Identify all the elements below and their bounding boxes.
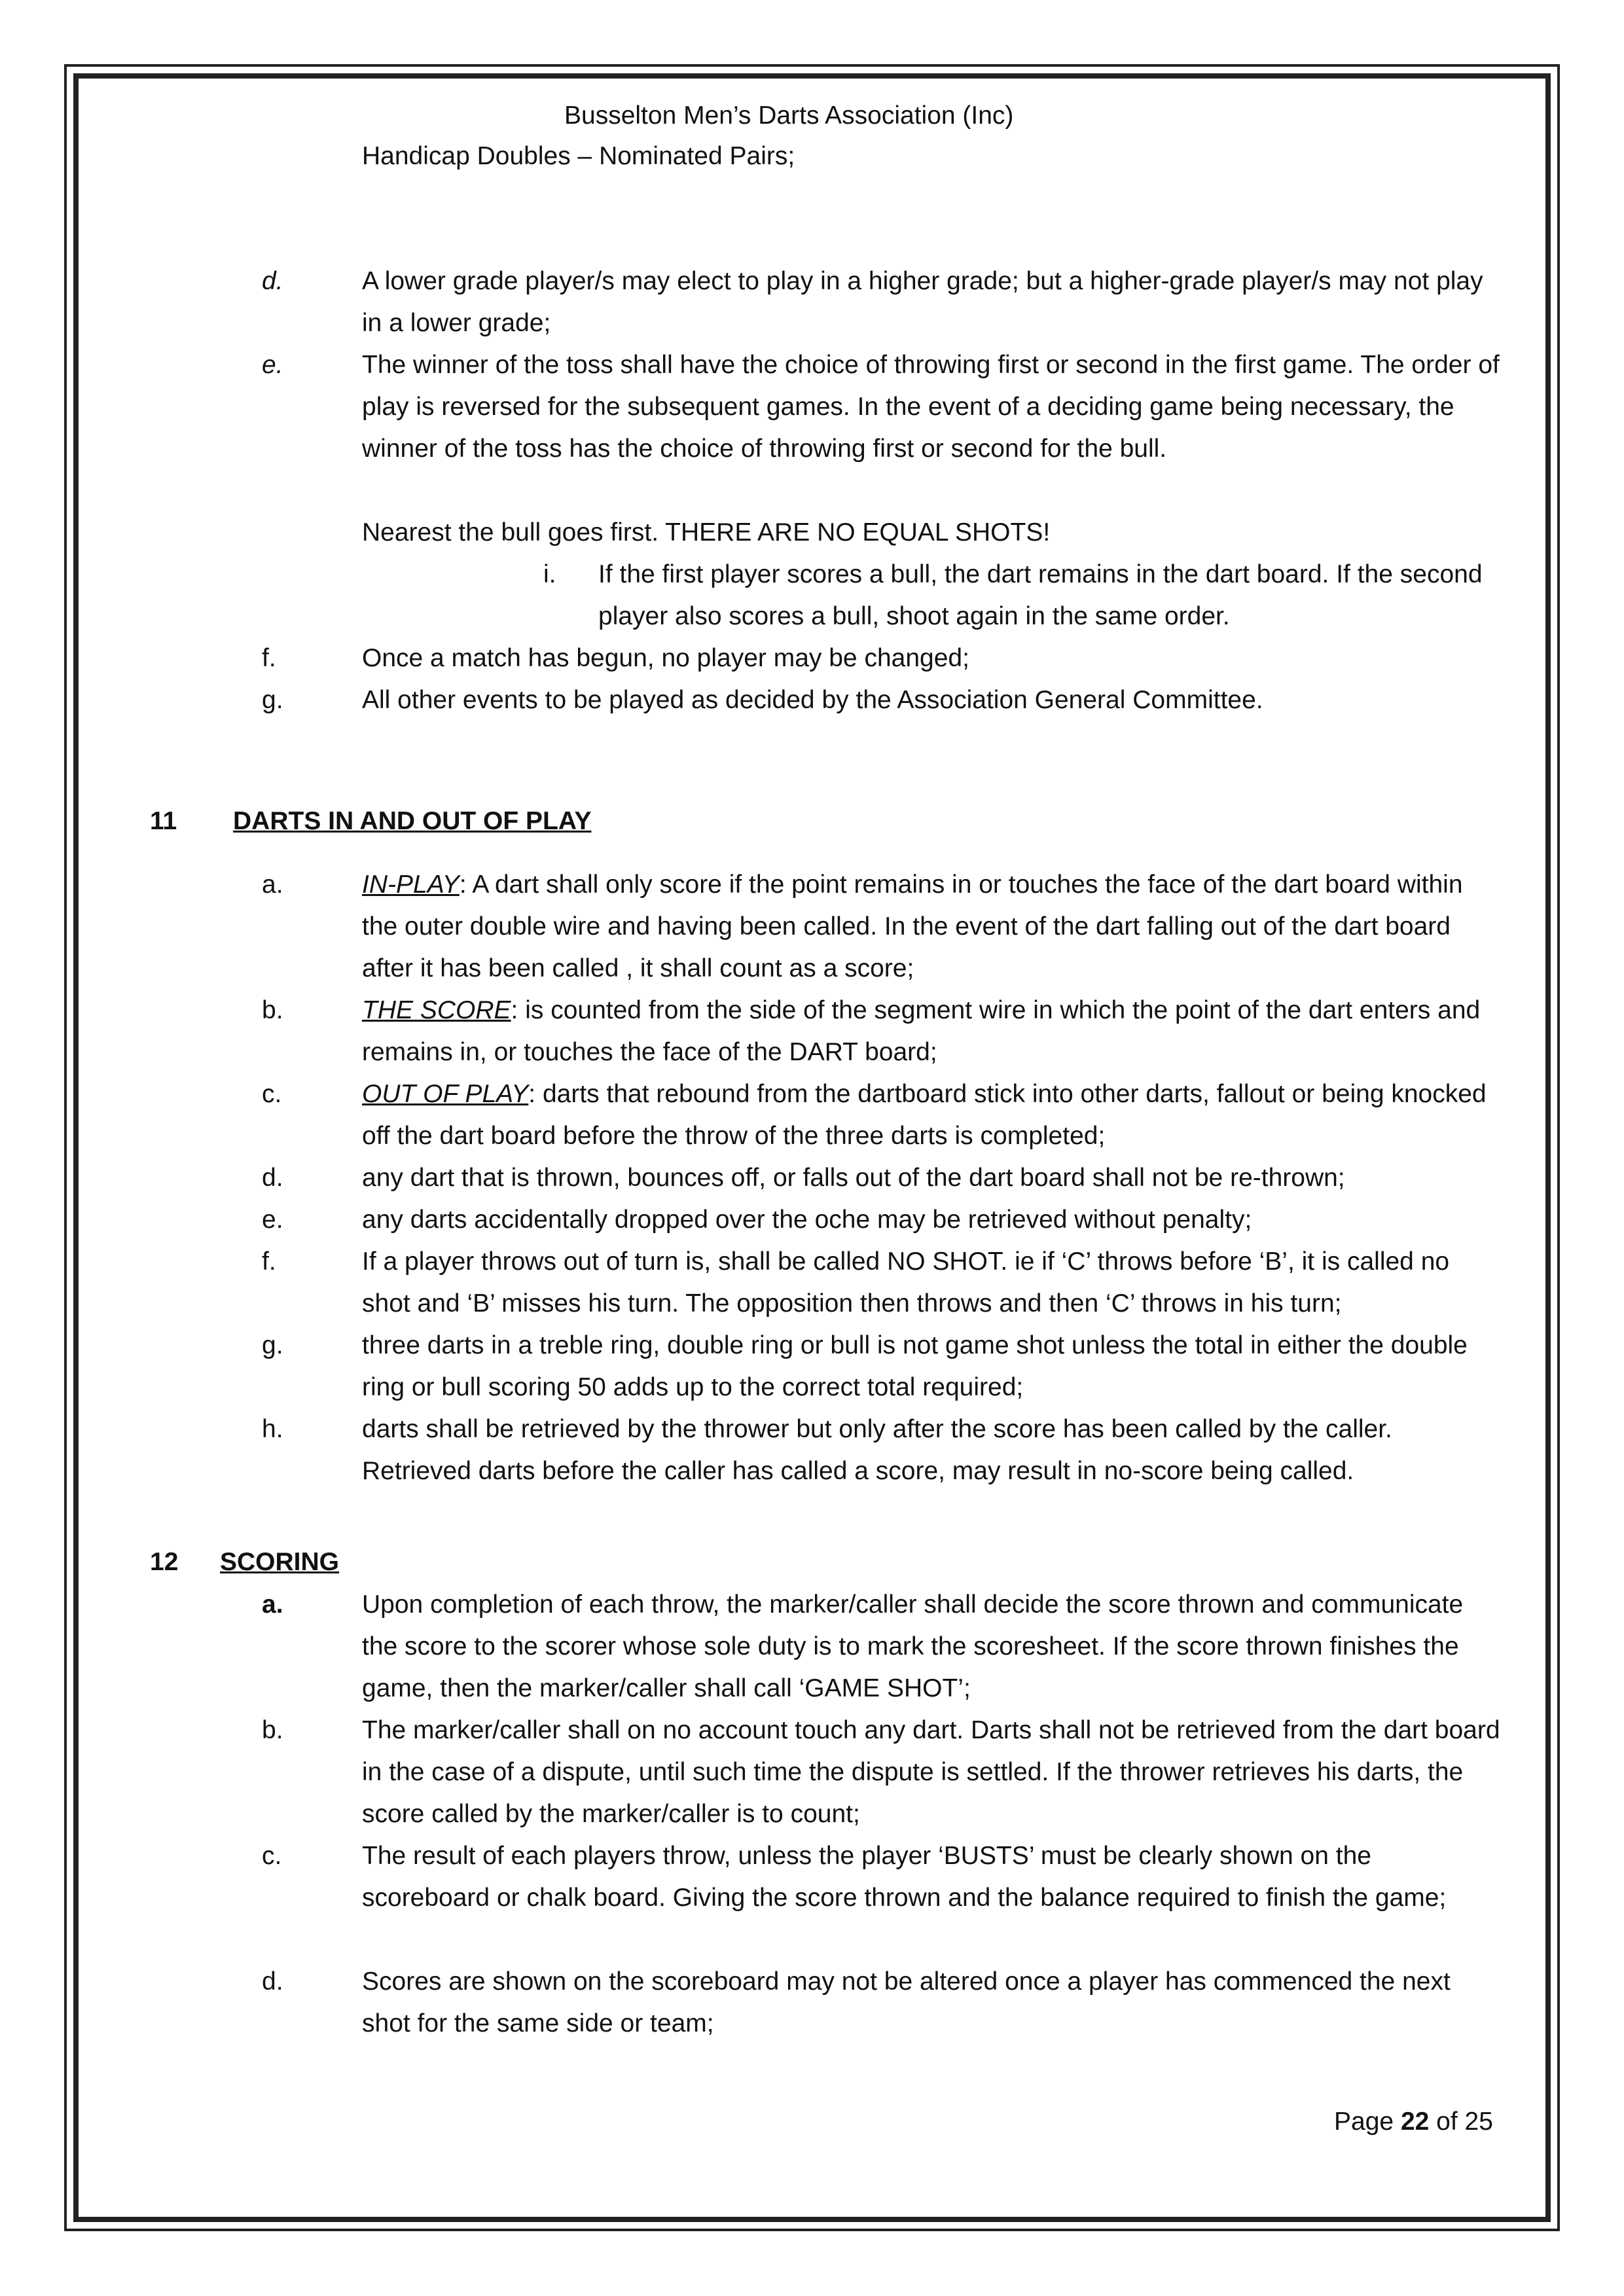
list-marker: f. [262,1247,276,1276]
section-number: 11 [150,807,177,835]
header-subtitle: Handicap Doubles – Nominated Pairs; [362,142,795,170]
list-marker: h. [262,1415,283,1443]
list-marker: e. [262,351,283,379]
list-text: three darts in a treble ring, double ring or bull is not game shot unless the total in either the double ring or bull scoring 50 adds up to the correct total required; [362,1331,1468,1401]
term-label: IN-PLAY [362,870,460,899]
list-text: The winner of the toss shall have the choice of throwing first or second in the first game. The order of play is reversed for the subsequent games. In the event of a deciding game being necessary, the winner of the toss has the choice of throwing first or second for the bull. [362,351,1500,463]
page-of: of [1436,2108,1458,2136]
list-text: any darts accidentally dropped over the oche may be retrieved without penalty; [362,1206,1252,1234]
section-title: SCORING [220,1548,340,1576]
list-marker: b. [262,996,283,1024]
list-text [362,990,1501,1073]
term-description: : darts that rebound from the dartboard stick into other darts, fallout or being knocked off the dart board before the throw of the three darts is completed; [362,1080,1487,1150]
header-title: Busselton Men’s Darts Association (Inc) [564,101,1014,130]
list-text [362,1073,1501,1157]
page-number [1334,2101,1493,2143]
sublist-text: If the first player scores a bull, the dart remains in the dart board. If the second player also scores a bull, shoot again in the same order. [598,560,1483,630]
list-marker: d. [262,267,283,295]
term-label: THE SCORE [362,996,511,1024]
term-label: OUT OF PLAY [362,1080,529,1108]
list-marker: f. [262,644,276,672]
list-marker: a. [262,870,283,899]
list-marker: e. [262,1206,283,1234]
term-description: : A dart shall only score if the point remains in or touches the face of the dart board within the outer double wire and having been called. In the event of the dart falling out of the dart board after it has been called , it shall count as a score; [362,870,1463,982]
list-marker: d. [262,1967,283,1996]
list-marker: c. [262,1842,282,1870]
list-text: Once a match has begun, no player may be changed; [362,644,969,672]
list-text: Scores are shown on the scoreboard may not be altered once a player has commenced the next shot for the same side or team; [362,1967,1451,2037]
list-marker: g. [262,1331,283,1359]
term-description: : is counted from the side of the segment wire in which the point of the dart enters and remains in, or touches the face of the DART board; [362,996,1481,1066]
section-title: DARTS IN AND OUT OF PLAY [233,807,592,835]
list-text: A lower grade player/s may elect to play in a higher grade; but a higher-grade player/s may not play in a lower grade; [362,267,1483,337]
sublist-marker: i. [543,560,556,588]
page-current: 22 [1400,2108,1430,2136]
list-text: any dart that is thrown, bounces off, or falls out of the dart board shall not be re-thrown; [362,1164,1345,1192]
list-marker: a. [262,1590,283,1619]
list-marker: b. [262,1716,283,1744]
list-text: darts shall be retrieved by the thrower but only after the score has been called by the caller. Retrieved darts before the caller has called a score, may result in no-score being called. [362,1415,1392,1485]
list-marker: g. [262,686,283,714]
list-text: If a player throws out of turn is, shall be called NO SHOT. ie if ‘C’ throws before ‘B’, it is called no shot and ‘B’ misses his turn. The opposition then throws and then ‘C’ throws in his turn; [362,1247,1450,1318]
list-marker: c. [262,1080,282,1108]
list-text: Upon completion of each throw, the marker/caller shall decide the score thrown and communicate the score to the scorer whose sole duty is to mark the scoresheet. If the score thrown finishes the game, then the marker/caller shall call ‘GAME SHOT’; [362,1590,1464,1702]
page-prefix: Page [1334,2108,1394,2136]
list-text [362,864,1501,990]
page-total: 25 [1464,2108,1493,2136]
list-text: All other events to be played as decided by the Association General Committee. [362,686,1263,714]
section-number: 12 [150,1548,179,1576]
list-text: Nearest the bull goes first. THERE ARE NO EQUAL SHOTS! [362,518,1051,547]
list-marker: d. [262,1164,283,1192]
list-text: The result of each players throw, unless the player ‘BUSTS’ must be clearly shown on the scoreboard or chalk board. Giving the score thrown and the balance required to finish the game; [362,1842,1447,1912]
list-text: The marker/caller shall on no account touch any dart. Darts shall not be retrieved from the dart board in the case of a dispute, until such time the dispute is settled. If the thrower retrieves his darts, the score called by the marker/caller is to count; [362,1716,1500,1828]
